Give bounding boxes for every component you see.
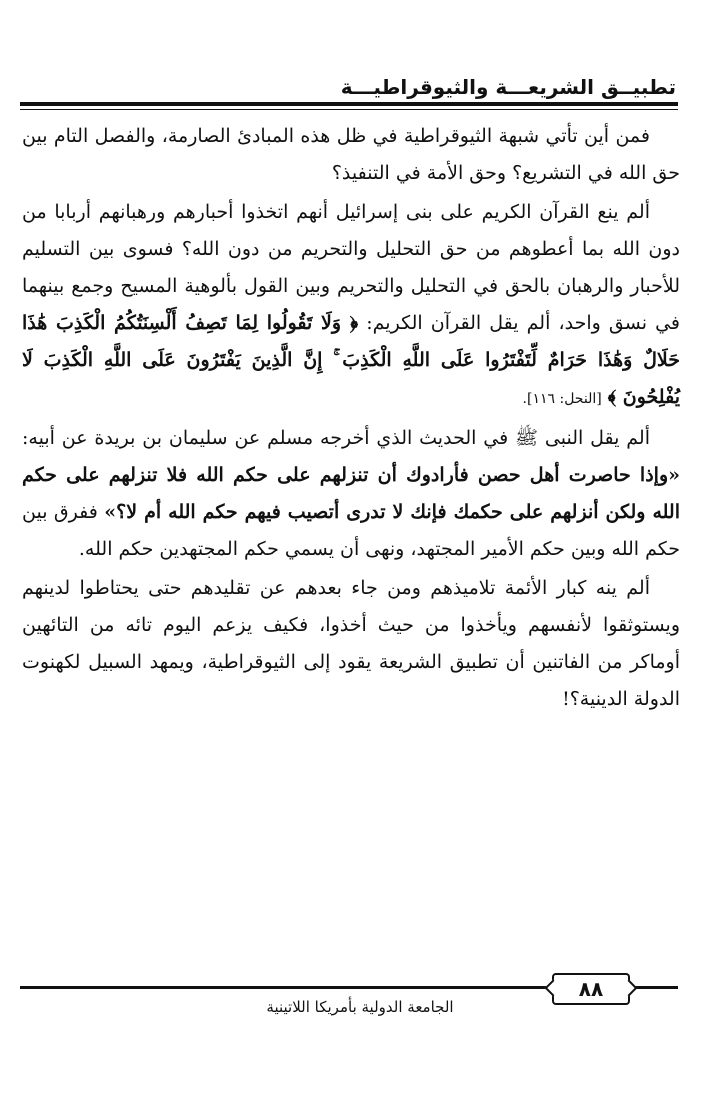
footer-publisher: الجامعة الدولية بأمريكا اللاتينية — [266, 998, 454, 1016]
paragraph-4-text: ألم ينه كبار الأئمة تلاميذهم ومن جاء بعدهم عن تقليدهم حتى يحتاطوا لدينهم ويستوثقوا لأنفسهم ويأخذوا من حيث أخذوا، فكيف يزعم اليوم تائه من التائهين أوماكر من الفاتنين أن تطبيق الشريعة يقود إلى الثيوقراطية، ويمهد السبيل لكهنوت الدولة الدينية؟! — [22, 577, 680, 710]
page-number-text: ٨٨ — [578, 977, 604, 1001]
paragraph-1 — [22, 118, 680, 192]
hadith-quote: «وإذا حاصرت أهل حصن فأرادوك أن تنزلهم على حكم الله فلا تنزلهم على حكم الله ولكن أنزلهم على حكمك فإنك لا تدرى أتصيب فيهم حكم الله أم لا؟» — [22, 464, 680, 523]
running-header-title: تطبيــق الشريعـــة والثيوقراطيـــة — [340, 75, 676, 99]
paragraph-3-rest: ففرق بين حكم الله وبين حكم الأمير المجتهد، ونهى أن يسمي حكم المجتهدين حكم الله. — [22, 501, 680, 560]
paragraph-2 — [22, 194, 680, 418]
page-number — [552, 973, 630, 1005]
body-text — [22, 118, 680, 720]
footer-rule-left — [20, 986, 550, 989]
paragraph-3-intro: ألم يقل النبى ﷺ في الحديث الذي أخرجه مسلم عن سليمان بن بريدة عن أبيه: — [22, 427, 650, 449]
paragraph-1-text: فمن أين تأتي شبهة الثيوقراطية في ظل هذه المبادئ الصارمة، والفصل التام بين حق الله في التشريع؟ وحق الأمة في التنفيذ؟ — [22, 125, 680, 184]
header-rule-thick — [20, 102, 678, 106]
verse-citation: [النحل: ١١٦]. — [522, 391, 602, 407]
header-rule-thin — [20, 109, 678, 110]
paragraph-2-text: ألم ينع القرآن الكريم على بنى إسرائيل أنهم اتخذوا أحبارهم ورهبانهم أربابا من دون الله بما أعطوهم من حق التحليل والتحريم من دون الله؟ فسوى بين التسليم للأحبار والرهبان بالحق في التحليل والتحريم وبين القول بألوهية المسيح وجمع بينهما في نسق واحد، ألم يقل القرآن الكريم: — [22, 201, 681, 334]
quran-verse: ﴿ وَلَا تَقُولُوا لِمَا تَصِفُ أَلْسِنَتُكُمُ الْكَذِبَ هَٰذَا حَلَالٌ وَهَٰذَا حَرَامٌ لِّتَفْتَرُوا عَلَى اللَّهِ الْكَذِبَ ۚ إِنَّ الَّذِينَ يَفْتَرُونَ عَلَى اللَّهِ الْكَذِبَ لَا يُفْلِحُونَ ﴾ — [22, 312, 680, 408]
paragraph-3 — [22, 420, 680, 568]
paragraph-4 — [22, 570, 680, 718]
